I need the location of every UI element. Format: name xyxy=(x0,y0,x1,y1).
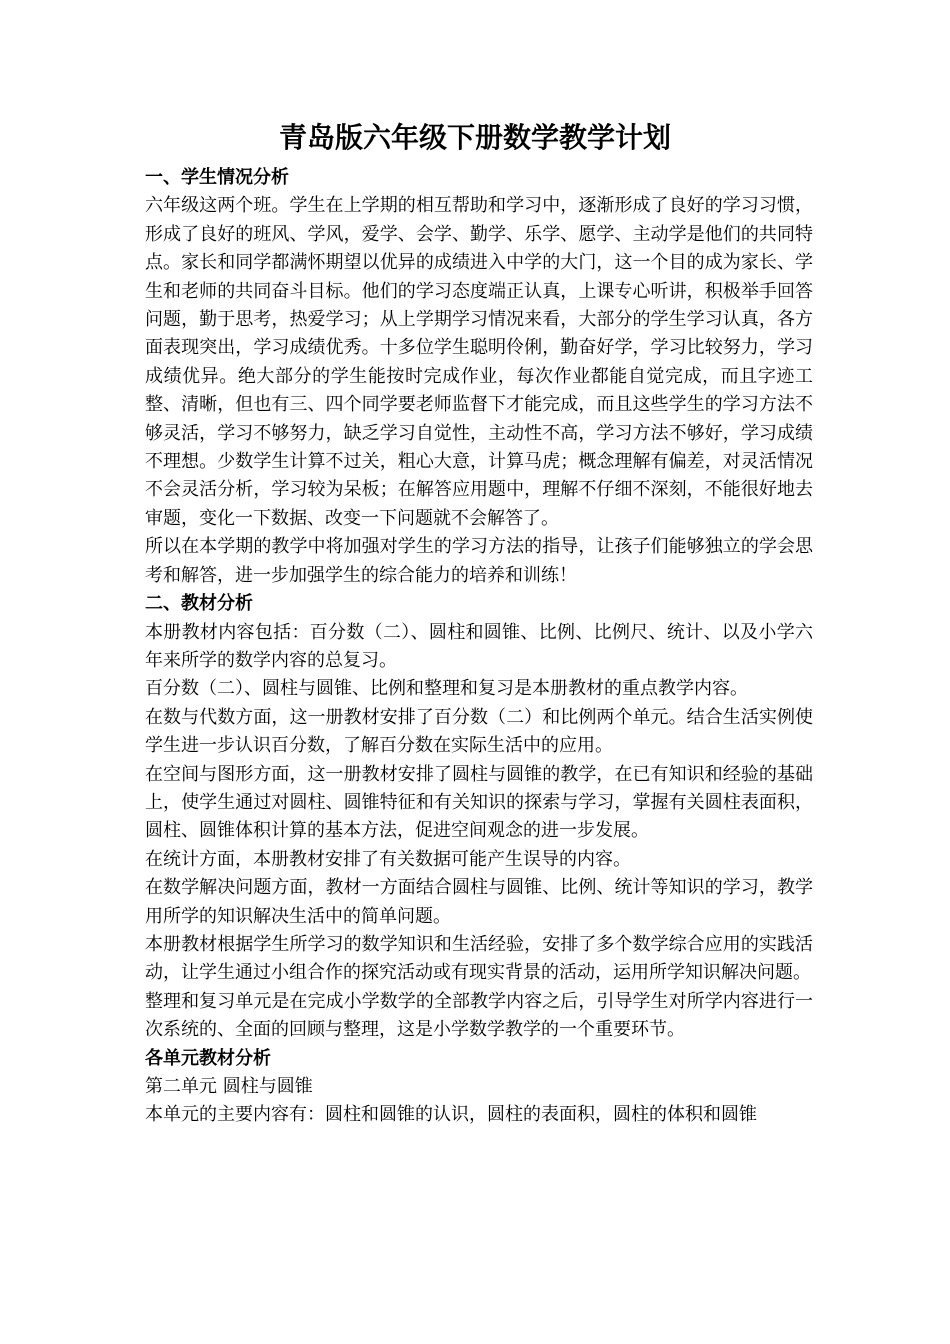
paragraph: 本册教材根据学生所学习的数学知识和生活经验，安排了多个数学综合应用的实践活动，让学生通过小组合作的探究活动或有现实背景的活动，运用所学知识解决问题。 xyxy=(145,933,813,984)
paragraph: 在空间与图形方面，这一册教材安排了圆柱与圆锥的教学，在已有知识和经验的基础上，使学生通过对圆柱、圆锥特征和有关知识的探索与学习，掌握有关圆柱表面积，圆柱、圆锥体积计算的基本方法，促进空间观念的进一步发展。 xyxy=(145,763,813,842)
section-heading-textbook-analysis: 二、教材分析 xyxy=(145,593,253,615)
document-body xyxy=(145,164,813,1130)
paragraph: 六年级这两个班。学生在上学期的相互帮助和学习中，逐渐形成了良好的学习习惯，形成了良好的班风、学风，爱学、会学、勤学、乐学、愿学、主动学是他们的共同特点。家长和同学都满怀期望以优异的成绩进入中学的大门，这一个目的成为家长、学生和老师的共同奋斗目标。他们的学习态度端正认真，上课专心听讲，积极举手回答问题，勤于思考，热爱学习；从上学期学习情况来看，大部分的学生学习认真，各方面表现突出，学习成绩优秀。十多位学生聪明伶俐，勤奋好学，学习比较努力，学习成绩优异。绝大部分的学生能按时完成作业，每次作业都能自觉完成，而且字迹工整、清晰，但也有三、四个同学要老师监督下才能完成，而且这些学生的学习方法不够灵活，学习不够努力，缺乏学习自觉性，主动性不高，学习方法不够好，学习成绩不理想。少数学生计算不过关，粗心大意，计算马虎；概念理解有偏差，对灵活情况不会灵活分析，学习较为呆板；在解答应用题中，理解不仔细不深刻，不能很好地去审题，变化一下数据、改变一下问题就不会解答了。 xyxy=(145,195,813,529)
paragraph: 本单元的主要内容有：圆柱和圆锥的认识，圆柱的表面积，圆柱的体积和圆锥 xyxy=(145,1104,757,1126)
paragraph: 所以在本学期的教学中将加强对学生的学习方法的指导，让孩子们能够独立的学会思考和解答，进一步加强学生的综合能力的培养和训练！ xyxy=(145,536,813,586)
paragraph: 在数学解决问题方面，教材一方面结合圆柱与圆锥、比例、统计等知识的学习，教学用所学的知识解决生活中的简单问题。 xyxy=(145,877,813,927)
unit-subheading: 第二单元 圆柱与圆锥 xyxy=(145,1076,313,1097)
paragraph: 百分数（二）、圆柱与圆锥、比例和整理和复习是本册教材的重点教学内容。 xyxy=(145,678,748,700)
paragraph: 在统计方面，本册教材安排了有关数据可能产生误导的内容。 xyxy=(145,848,631,870)
paragraph: 在数与代数方面，这一册教材安排了百分数（二）和比例两个单元。结合生活实例使学生进一步认识百分数，了解百分数在实际生活中的应用。 xyxy=(145,706,813,757)
section-heading-unit-analysis: 各单元教材分析 xyxy=(145,1047,271,1069)
paragraph: 整理和复习单元是在完成小学数学的全部教学内容之后，引导学生对所学内容进行一次系统的、全面的回顾与整理，这是小学数学教学的一个重要环节。 xyxy=(145,990,813,1041)
document-title: 青岛版六年级下册数学教学计划 xyxy=(278,121,671,154)
paragraph: 本册教材内容包括：百分数（二）、圆柱和圆锥、比例、比例尺、统计、以及小学六年来所学的数学内容的总复习。 xyxy=(145,621,813,671)
section-heading-student-analysis: 一、学生情况分析 xyxy=(145,167,289,188)
